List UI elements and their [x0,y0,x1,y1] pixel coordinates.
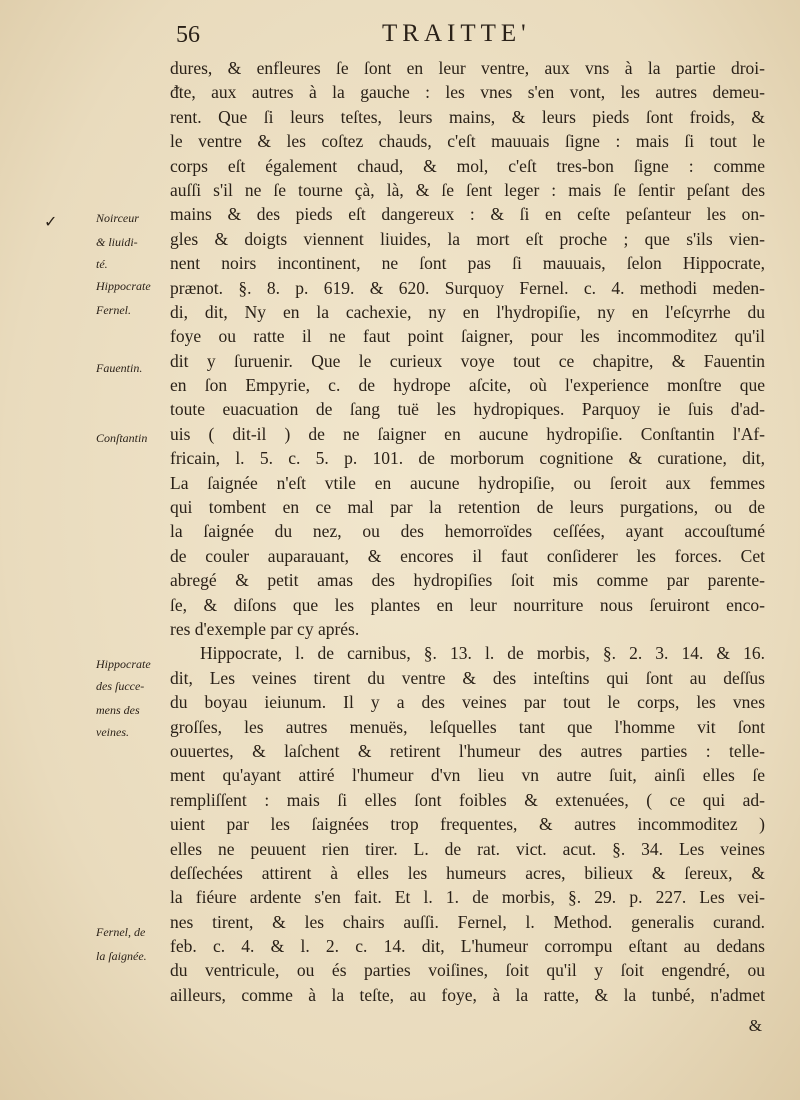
text-line: groſſes, les autres menuës, leſquelles tant que l'homme vit ſont [170,716,765,737]
text-line: feb. c. 4. & l. 2. c. 14. dit, L'humeur corrompu eſtant au dedans [170,936,765,957]
text-line: du boyau ieiunum. Il y a des veines par tout le corps, les vnes [170,692,765,713]
catchword: & [748,1016,762,1035]
text-line: elles ne peuuent rien tirer. L. de rat. vict. acut. §. 34. Les veines [170,838,765,859]
text-line: toute euacuation de ſang tuë les hydropiques. Parquoy ie ſuis d'ad- [170,399,765,420]
text-line: di, dit, Ny en la cachexie, ny en l'hydropiſie, ny en l'eſcyrrhe du [170,301,765,322]
text-line: gles & doigts viennent liuides, la mort eſt proche ; que s'ils vien- [170,228,765,249]
text-line: deſſechées attirent à elles les humeurs acres, bilieux & ſereux, & [170,862,765,883]
margin-note-fernel: Fernel. [96,303,131,317]
text-line: rempliſſent : mais ſi elles ſont foibles & extenuées, ( ce qui ad- [170,789,765,810]
text-line: dit y ſuruenir. Que le curieux voye tout ce chapitre, & Fauentin [170,350,765,371]
margin-note-succes: des ſucce- [96,679,145,693]
margin-note-noirceur: Noirceur [96,211,139,225]
text-line: rent. Que ſi leurs teſtes, leurs mains, & leurs pieds ſont froids, & [170,106,765,127]
text-line: corps eſt également chaud, & mol, c'eſt tres-bon ſigne : comme [170,155,765,176]
text-line: ment qu'ayant attiré l'humeur d'vn lieu vn autre ſuit, ainſi elles ſe [170,765,765,786]
text-line: ſe, & diſons que les plantes en leur nourriture nous ſeruiront enco- [170,594,765,615]
margin-note-fernel-saignee: la ſaignée. [96,949,147,963]
margin-note-hippocrate: Hippocrate [96,279,151,293]
text-line: fricain, l. 5. c. 5. p. 101. de morborum cognitione & curatione, dit, [170,448,765,469]
text-line: nent noirs incontinent, ne ſont pas ſi mauuais, ſelon Hippocrate, [170,253,765,274]
text-line: de couler auparauant, & encores il faut conſiderer les forces. Cet [170,545,765,566]
text-line: La ſaignée n'eſt vtile en aucune hydropiſie, ou ſeroit aux femmes [170,472,765,493]
text-line: nes tirent, & les chairs auſſi. Fernel, l. Method. generalis curand. [170,911,765,932]
margin-note-succes: mens des [96,703,140,717]
text-line: ouuertes, & laſchent & retirent l'humeur des autres parties : telle- [170,740,765,761]
text-line: prænot. §. 8. p. 619. & 620. Surquoy Fernel. c. 4. methodi meden- [170,277,765,298]
text-line: dures, & enfleures ſe ſont en leur ventre, aux vns à la partie droi- [170,58,765,78]
margin-note-constantin: Conſtantin [96,431,148,445]
margin-note-succes: Hippocrate [96,657,151,671]
text-line: mains & des pieds eſt dangereux : & ſi en ceſte peſanteur les on- [170,204,765,225]
margin-mark-icon: ✓ [44,212,58,231]
text-line: dit, Les veines tirent du ventre & des inteſtins qui ſont au deſſus [170,667,765,688]
margin-note-noirceur: té. [96,257,108,271]
running-head: TRAITTE' [382,20,531,47]
text-line: ailleurs, comme à la teſte, au foye, à la ratte, & la tunbé, n'admet [170,984,765,1005]
margin-note-noirceur: & liuidi- [96,235,138,249]
text-line: uis ( dit-il ) de ne ſaigner en aucune hydropiſie. Conſtantin l'Af- [170,423,765,444]
text-line: foye ou ratte il ne faut point ſaigner, pour les incommoditez qu'il [170,326,765,347]
text-line: le ventre & les coſtez chauds, c'eſt mauuais ſigne : mais ſi tout le [170,131,765,152]
text-line: res d'exemple par cy aprés. [170,618,360,639]
text-line: du ventricule, ou és parties voiſines, ſoit qu'il y ſoit engendré, ou [170,960,765,981]
text-line: en ſon Empyrie, c. de hydrope aſcite, où l'experience monſtre que [170,375,765,396]
page-number: 56 [176,22,200,48]
margin-note-fernel-saignee: Fernel, de [96,925,146,939]
main-text [170,56,765,1007]
margin-note-succes: veines. [96,725,129,739]
text-line: qui tombent en ce mal par la retention de leurs purgations, ou de [170,497,765,518]
text-line: la fiéure ardente s'en fait. Et l. 1. de morbis, §. 29. p. 227. Les vei- [170,887,765,908]
text-line: auſſi s'il ne ſe tourne çà, là, & ſe ſent leger : mais ſe ſentir peſant des [170,179,765,200]
text-line: uient par les ſaignées trop frequentes, & autres incommoditez ) [170,814,765,835]
text-line: abregé & petit amas des hydropiſies ſoit mis comme par parente- [170,570,765,591]
text-line: la ſaignée du nez, ou des hemorroïdes ceſſées, ayant accouſtumé [170,521,765,542]
text-line: ᵭte, aux autres à la gauche : les vnes s'en vont, les autres demeu- [170,82,765,103]
text-line: Hippocrate, l. de carnibus, §. 13. l. de morbis, §. 2. 3. 14. & 16. [200,643,765,664]
margin-note-fauentin: Fauentin. [96,361,143,375]
